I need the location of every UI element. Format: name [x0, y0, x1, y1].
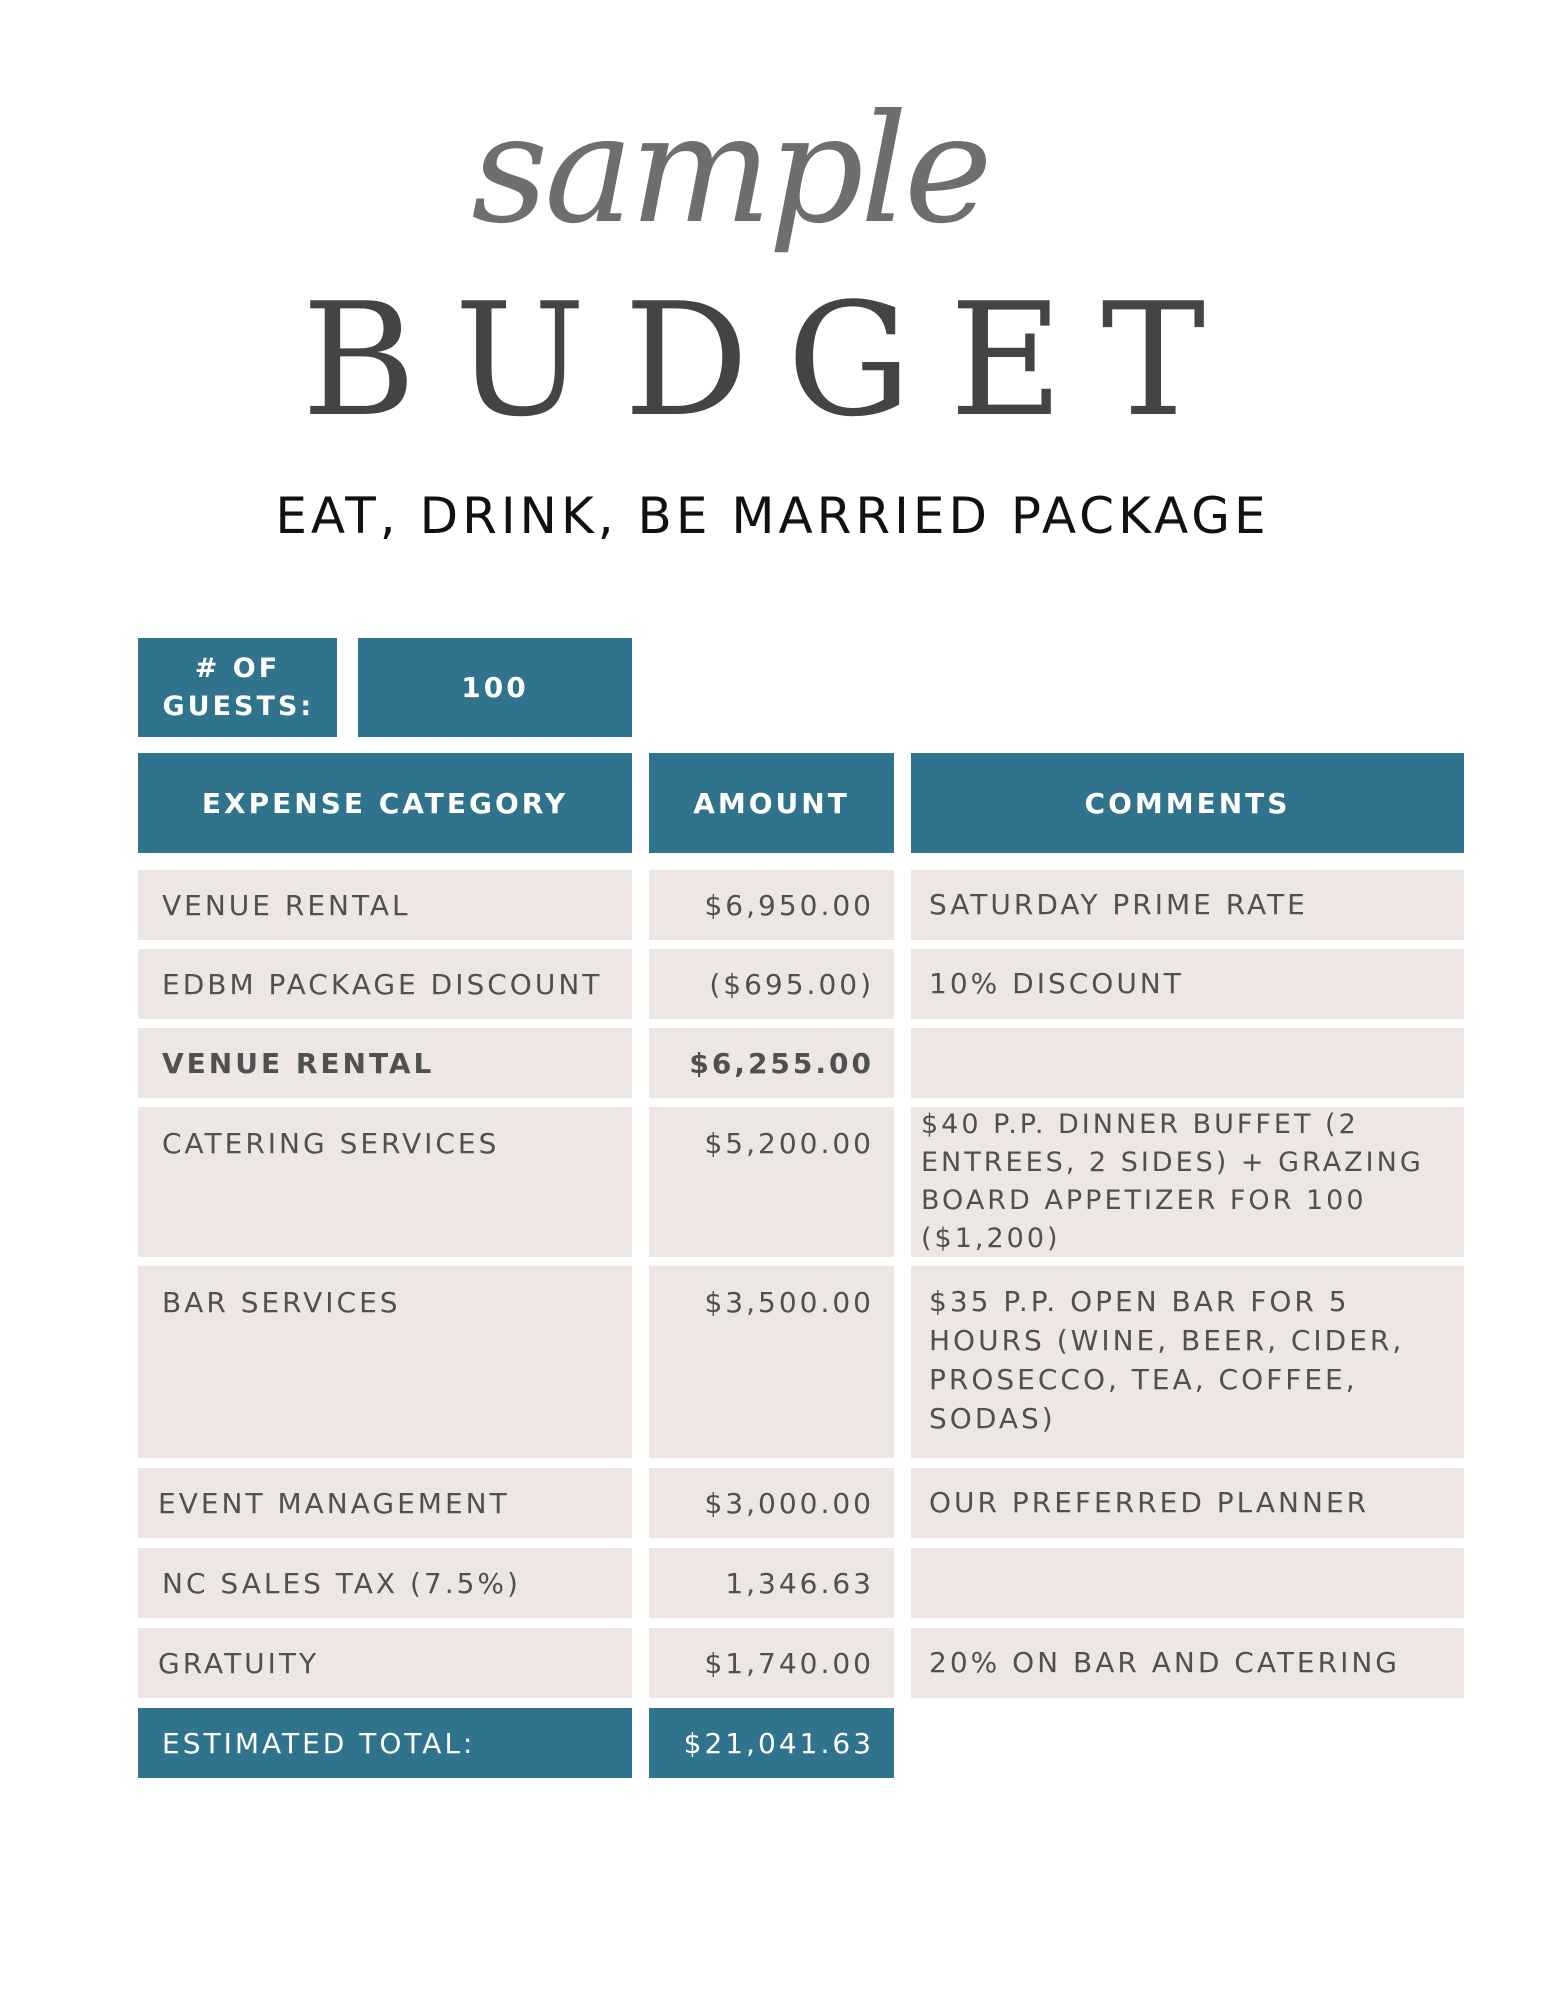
page-title: BUDGET	[301, 269, 1244, 451]
comment-text: $40 P.P. DINNER BUFFET (2 ENTREES, 2 SIDES) + GRAZING BOARD APPETIZER FOR 100 ($1,200)	[921, 1109, 1424, 1254]
table-row-amount	[649, 1028, 894, 1098]
table-row-comment	[911, 1468, 1464, 1538]
table-row-amount	[649, 1266, 894, 1458]
table-row-category	[138, 1628, 632, 1698]
table-row-category	[138, 1468, 632, 1538]
guests-label-text: # OF GUESTS:	[162, 652, 315, 722]
column-header-expense-category	[138, 753, 632, 853]
column-header-comments	[911, 753, 1464, 853]
table-row-category	[138, 949, 632, 1019]
table-row-comment	[911, 1628, 1464, 1698]
table-row-comment	[911, 1548, 1464, 1618]
table-row-comment	[911, 1107, 1464, 1257]
estimated-total-amount	[649, 1708, 894, 1778]
table-row-comment	[911, 1028, 1464, 1098]
comment-text: $35 P.P. OPEN BAR FOR 5 HOURS (WINE, BEER, CIDER, PROSECCO, TEA, COFFEE, SODAS)	[929, 1285, 1405, 1435]
category-text: VENUE RENTAL	[162, 1046, 435, 1080]
guests-value-text: 100	[461, 671, 529, 704]
comment-text: OUR PREFERRED PLANNER	[929, 1486, 1370, 1519]
category-text: GRATUITY	[158, 1646, 320, 1680]
guests-label	[138, 638, 337, 737]
guests-value	[358, 638, 632, 737]
total-amount-text: $21,041.63	[683, 1726, 874, 1760]
table-row-comment	[911, 949, 1464, 1019]
table-row-category	[138, 1028, 632, 1098]
amount-text: ($695.00)	[709, 967, 874, 1001]
column-header-label: AMOUNT	[693, 786, 850, 820]
category-text: EDBM PACKAGE DISCOUNT	[162, 967, 603, 1001]
table-row-comment	[911, 1266, 1464, 1458]
comment-text: 10% DISCOUNT	[929, 967, 1184, 1000]
amount-text: $5,200.00	[704, 1127, 874, 1160]
table-row-comment	[911, 870, 1464, 940]
comment-text: 20% ON BAR AND CATERING	[929, 1646, 1400, 1679]
amount-text: $6,950.00	[704, 888, 874, 922]
amount-text: $3,500.00	[704, 1286, 874, 1319]
table-row-amount	[649, 1107, 894, 1257]
total-label-text: ESTIMATED TOTAL:	[162, 1726, 476, 1760]
category-text: CATERING SERVICES	[162, 1127, 500, 1160]
package-subtitle: EAT, DRINK, BE MARRIED PACKAGE	[275, 487, 1270, 545]
table-row-category	[138, 1266, 632, 1458]
amount-text: 1,346.63	[725, 1566, 874, 1600]
amount-text: $3,000.00	[704, 1486, 874, 1520]
category-text: VENUE RENTAL	[162, 888, 411, 922]
amount-text: $1,740.00	[704, 1646, 874, 1680]
sample-script-text: sample	[471, 83, 989, 257]
table-row-amount	[649, 870, 894, 940]
column-header-label: EXPENSE CATEGORY	[201, 786, 569, 820]
table-row-category	[138, 1548, 632, 1618]
amount-text: $6,255.00	[689, 1046, 874, 1080]
column-header-amount	[649, 753, 894, 853]
table-row-category	[138, 1107, 632, 1257]
estimated-total-label	[138, 1708, 632, 1778]
category-text: BAR SERVICES	[162, 1286, 401, 1319]
table-row-amount	[649, 1468, 894, 1538]
category-text: NC SALES TAX (7.5%)	[162, 1566, 521, 1600]
table-row-amount	[649, 1548, 894, 1618]
column-header-label: COMMENTS	[1084, 786, 1291, 820]
table-row-category	[138, 870, 632, 940]
table-row-amount	[649, 1628, 894, 1698]
category-text: EVENT MANAGEMENT	[158, 1486, 510, 1520]
comment-text: SATURDAY PRIME RATE	[929, 888, 1308, 921]
table-row-amount	[649, 949, 894, 1019]
